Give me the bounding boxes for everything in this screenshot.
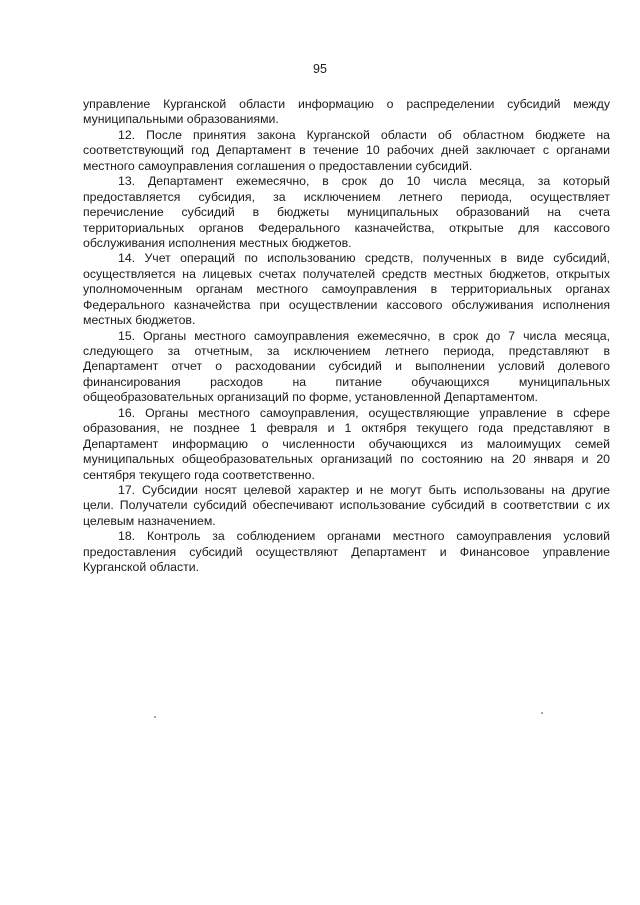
paragraph-first-line: 16. Органы местного самоуправления, осуществляющие управление в сфере [118,405,610,420]
text-line: Департамент отчет о расходовании субсидий и выполнении условий долевого [83,359,610,374]
text-line: Департамент информацию о численности обучающихся из малоимущих семей [83,436,610,451]
text-line: территориальных органов Федерального казначейства, открытые для кассового [83,220,610,235]
text-line: Федерального казначейства при осуществлении кассового обслуживания исполнения [83,297,610,312]
paragraph-first-line: 14. Учет операций по использованию средств, полученных в виде субсидий, [118,251,610,266]
text-line: финансирования расходов на питание обучающихся муниципальных [83,374,610,389]
text-line: следующего за отчетным, за исключением летнего периода, представляют в [83,344,610,358]
paragraph-first-line: 17. Субсидии носят целевой характер и не могут быть использованы на другие [118,482,610,497]
text-line: муниципальными образованиями. [83,112,279,127]
page-number: 95 [313,62,327,76]
text-line: уполномоченным органам местного самоуправления в территориальных органах [83,282,610,297]
paragraph-first-line: 15. Органы местного самоуправления ежемесячно, в срок до 7 числа месяца, [118,328,610,343]
paragraph-first-line: 12. После принятия закона Курганской области об областном бюджете на [118,127,610,142]
paragraph-first-line: 13. Департамент ежемесячно, в срок до 10 числа месяца, за который [118,174,610,189]
text-line: цели. Получатели субсидий обеспечивают использование субсидий в соответствии с их [83,498,610,513]
text-line: образования, не позднее 1 февраля и 1 октября текущего года представляют в [83,421,610,436]
text-line: местных бюджетов. [83,313,196,328]
text-line: обслуживания исполнения местных бюджетов. [83,235,352,250]
text-line: сентября текущего года соответственно. [83,467,315,482]
text-line: управление Курганской области информацию о распределении субсидий между [83,97,610,111]
text-line: предоставляется субсидия, за исключением летнего периода, осуществляет [83,189,610,204]
text-line: соответствующий год Департамент в течение 10 рабочих дней заключает с органами [83,143,610,158]
text-line: муниципальных общеобразовательных организаций по состоянию на 20 января и 20 [83,452,610,467]
scan-speck [154,716,156,718]
text-line: местного самоуправления соглашения о предоставлении субсидий. [83,158,473,173]
text-line: перечисление субсидий в бюджеты муниципальных образований на счета [83,205,610,220]
text-line: предоставления субсидий осуществляют Департамент и Финансовое управление [83,544,610,559]
text-line: общеобразовательных организаций по форме, установленной Департаментом. [83,390,538,405]
text-line: целевым назначением. [83,513,216,528]
scan-speck [541,712,543,714]
document-body [83,97,610,576]
paragraph-first-line: 18. Контроль за соблюдением органами местного самоуправления условий [118,529,610,544]
text-line: осуществляется на лицевых счетах получателей средств местных бюджетов, открытых [83,266,610,281]
text-line: Курганской области. [83,560,200,575]
